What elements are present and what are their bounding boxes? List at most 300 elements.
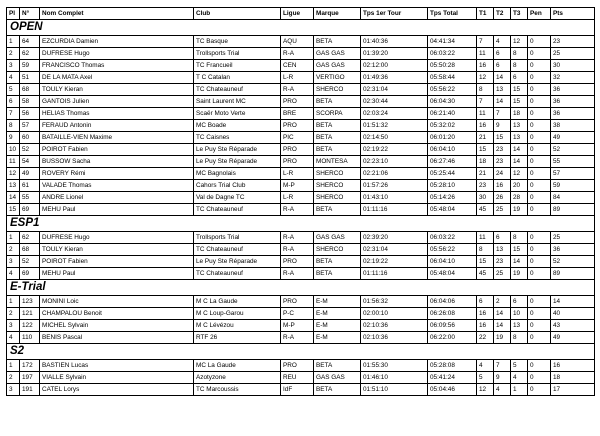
cell-marque: E-M xyxy=(314,296,361,308)
cell-ligue: AQU xyxy=(281,36,314,48)
cell-t1: 21 xyxy=(477,168,494,180)
cell-marque: E-M xyxy=(314,308,361,320)
cell-pl: 15 xyxy=(7,204,20,216)
cell-t1: 7 xyxy=(477,36,494,48)
cell-total-time: 06:03:22 xyxy=(428,232,477,244)
cell-club: T C Catalan xyxy=(194,72,281,84)
cell-name: MEHU Paul xyxy=(40,268,194,280)
cell-marque: BETA xyxy=(314,268,361,280)
cell-t1: 12 xyxy=(477,72,494,84)
cell-first-lap-time: 01:51:10 xyxy=(361,384,428,396)
results-table xyxy=(6,7,595,396)
cell-pts: 59 xyxy=(551,180,595,192)
header-ligue: Ligue xyxy=(281,8,314,20)
cell-marque: GAS GAS xyxy=(314,372,361,384)
cell-pl: 11 xyxy=(7,156,20,168)
cell-pl: 2 xyxy=(7,308,20,320)
cell-number: 55 xyxy=(20,192,40,204)
cell-total-time: 05:58:44 xyxy=(428,72,477,84)
cell-marque: BETA xyxy=(314,204,361,216)
cell-number: 64 xyxy=(20,36,40,48)
table-row xyxy=(7,84,595,96)
cell-pen: 0 xyxy=(528,232,551,244)
cell-number: 60 xyxy=(20,132,40,144)
cell-ligue: R-A xyxy=(281,48,314,60)
cell-pen: 0 xyxy=(528,108,551,120)
table-row xyxy=(7,268,595,280)
section-title: OPEN xyxy=(7,20,595,36)
cell-total-time: 05:32:02 xyxy=(428,120,477,132)
cell-pen: 0 xyxy=(528,96,551,108)
cell-number: 52 xyxy=(20,256,40,268)
cell-club: TC Chateauneuf xyxy=(194,244,281,256)
cell-first-lap-time: 02:31:04 xyxy=(361,244,428,256)
cell-t2: 13 xyxy=(494,244,511,256)
cell-ligue: R-A xyxy=(281,244,314,256)
cell-first-lap-time: 02:10:36 xyxy=(361,332,428,344)
cell-pl: 4 xyxy=(7,72,20,84)
cell-name: VALADE Thomas xyxy=(40,180,194,192)
header-pl: Pl xyxy=(7,8,20,20)
cell-pl: 2 xyxy=(7,244,20,256)
cell-marque: E-M xyxy=(314,332,361,344)
cell-t1: 22 xyxy=(477,332,494,344)
cell-number: 62 xyxy=(20,48,40,60)
table-row xyxy=(7,308,595,320)
cell-club: Val de Dagne TC xyxy=(194,192,281,204)
cell-t1: 8 xyxy=(477,244,494,256)
cell-first-lap-time: 01:55:30 xyxy=(361,360,428,372)
cell-t2: 14 xyxy=(494,96,511,108)
cell-name: GANTOIS Julien xyxy=(40,96,194,108)
cell-marque: BETA xyxy=(314,384,361,396)
cell-marque: BETA xyxy=(314,144,361,156)
cell-t3: 4 xyxy=(511,372,528,384)
cell-pl: 2 xyxy=(7,48,20,60)
cell-t2: 4 xyxy=(494,384,511,396)
cell-total-time: 06:04:06 xyxy=(428,296,477,308)
cell-t2: 26 xyxy=(494,192,511,204)
header-pen: Pen xyxy=(528,8,551,20)
cell-pen: 0 xyxy=(528,384,551,396)
cell-pl: 2 xyxy=(7,372,20,384)
cell-name: FRANCISCO Thomas xyxy=(40,60,194,72)
cell-pen: 0 xyxy=(528,120,551,132)
cell-pts: 38 xyxy=(551,120,595,132)
cell-pts: 30 xyxy=(551,60,595,72)
cell-number: 61 xyxy=(20,180,40,192)
cell-first-lap-time: 02:21:06 xyxy=(361,168,428,180)
cell-ligue: IdF xyxy=(281,384,314,396)
cell-pl: 9 xyxy=(7,132,20,144)
cell-first-lap-time: 02:30:44 xyxy=(361,96,428,108)
cell-pen: 0 xyxy=(528,36,551,48)
cell-t3: 12 xyxy=(511,36,528,48)
cell-pen: 0 xyxy=(528,268,551,280)
cell-total-time: 05:41:24 xyxy=(428,372,477,384)
cell-club: MC La Gaude xyxy=(194,360,281,372)
cell-first-lap-time: 01:51:32 xyxy=(361,120,428,132)
cell-pts: 52 xyxy=(551,256,595,268)
table-row xyxy=(7,204,595,216)
cell-t3: 15 xyxy=(511,96,528,108)
table-row xyxy=(7,120,595,132)
table-row xyxy=(7,256,595,268)
cell-number: 49 xyxy=(20,168,40,180)
cell-club: Saint Laurent MC xyxy=(194,96,281,108)
cell-number: 56 xyxy=(20,108,40,120)
cell-total-time: 06:26:08 xyxy=(428,308,477,320)
cell-club: Trollsports Trial xyxy=(194,48,281,60)
cell-t2: 6 xyxy=(494,232,511,244)
cell-pts: 49 xyxy=(551,132,595,144)
cell-name: BUSSOW Sacha xyxy=(40,156,194,168)
cell-name: DUFRESE Hugo xyxy=(40,232,194,244)
cell-t3: 13 xyxy=(511,120,528,132)
cell-t3: 8 xyxy=(511,332,528,344)
cell-marque: BETA xyxy=(314,256,361,268)
cell-pts: 17 xyxy=(551,384,595,396)
cell-pts: 25 xyxy=(551,232,595,244)
cell-club: Cahors Trial Club xyxy=(194,180,281,192)
cell-pts: 36 xyxy=(551,244,595,256)
cell-t2: 25 xyxy=(494,204,511,216)
cell-t3: 15 xyxy=(511,244,528,256)
cell-number: 122 xyxy=(20,320,40,332)
cell-first-lap-time: 01:46:10 xyxy=(361,372,428,384)
cell-name: TOULY Kieran xyxy=(40,244,194,256)
cell-marque: BETA xyxy=(314,36,361,48)
cell-total-time: 05:25:44 xyxy=(428,168,477,180)
cell-t3: 8 xyxy=(511,48,528,60)
header-number: N° xyxy=(20,8,40,20)
cell-pl: 10 xyxy=(7,144,20,156)
table-row xyxy=(7,232,595,244)
cell-ligue: R-A xyxy=(281,232,314,244)
cell-t2: 4 xyxy=(494,36,511,48)
cell-t3: 6 xyxy=(511,72,528,84)
table-row xyxy=(7,72,595,84)
cell-pts: 89 xyxy=(551,268,595,280)
table-row xyxy=(7,192,595,204)
cell-marque: SHERCO xyxy=(314,244,361,256)
cell-pen: 0 xyxy=(528,308,551,320)
cell-name: ROVERY Rémi xyxy=(40,168,194,180)
cell-pen: 0 xyxy=(528,320,551,332)
cell-total-time: 06:21:40 xyxy=(428,108,477,120)
cell-t1: 11 xyxy=(477,232,494,244)
cell-ligue: PRO xyxy=(281,256,314,268)
cell-ligue: L-R xyxy=(281,168,314,180)
cell-number: 123 xyxy=(20,296,40,308)
cell-t2: 7 xyxy=(494,360,511,372)
table-row xyxy=(7,48,595,60)
cell-t1: 11 xyxy=(477,108,494,120)
header-total-time: Tps Total xyxy=(428,8,477,20)
cell-t2: 6 xyxy=(494,48,511,60)
cell-t2: 9 xyxy=(494,372,511,384)
cell-ligue: PRO xyxy=(281,156,314,168)
cell-first-lap-time: 02:12:00 xyxy=(361,60,428,72)
cell-t1: 4 xyxy=(477,360,494,372)
cell-total-time: 06:22:00 xyxy=(428,332,477,344)
section-title: ESP1 xyxy=(7,216,595,232)
table-row xyxy=(7,132,595,144)
cell-ligue: M-P xyxy=(281,320,314,332)
cell-marque: SCORPA xyxy=(314,108,361,120)
table-row xyxy=(7,36,595,48)
cell-marque: SHERCO xyxy=(314,84,361,96)
section-header-row xyxy=(7,216,595,232)
cell-t3: 5 xyxy=(511,360,528,372)
cell-pen: 0 xyxy=(528,192,551,204)
cell-marque: GAS GAS xyxy=(314,232,361,244)
table-row xyxy=(7,108,595,120)
cell-first-lap-time: 02:19:22 xyxy=(361,144,428,156)
table-row xyxy=(7,372,595,384)
cell-pts: 84 xyxy=(551,192,595,204)
cell-number: 69 xyxy=(20,204,40,216)
cell-t1: 15 xyxy=(477,256,494,268)
cell-t2: 23 xyxy=(494,144,511,156)
header-t2: T2 xyxy=(494,8,511,20)
cell-t1: 16 xyxy=(477,308,494,320)
cell-club: M C La Gaude xyxy=(194,296,281,308)
cell-t2: 13 xyxy=(494,84,511,96)
cell-number: 54 xyxy=(20,156,40,168)
table-row xyxy=(7,96,595,108)
cell-t3: 10 xyxy=(511,308,528,320)
cell-t3: 15 xyxy=(511,84,528,96)
cell-club: TC Chateauneuf xyxy=(194,84,281,96)
cell-ligue: M-P xyxy=(281,180,314,192)
cell-pen: 0 xyxy=(528,180,551,192)
results-body xyxy=(7,20,595,396)
cell-t1: 12 xyxy=(477,384,494,396)
cell-t1: 11 xyxy=(477,48,494,60)
cell-first-lap-time: 01:56:32 xyxy=(361,296,428,308)
cell-pts: 40 xyxy=(551,308,595,320)
cell-pen: 0 xyxy=(528,372,551,384)
table-row xyxy=(7,168,595,180)
cell-club: Trollsports Trial xyxy=(194,232,281,244)
cell-name: BATAILLE-VIEN Maxime xyxy=(40,132,194,144)
cell-pts: 52 xyxy=(551,144,595,156)
header-pts: Pts xyxy=(551,8,595,20)
cell-club: MC Bagnolais xyxy=(194,168,281,180)
cell-first-lap-time: 02:00:10 xyxy=(361,308,428,320)
cell-t3: 18 xyxy=(511,108,528,120)
cell-name: DE LA MATA Axel xyxy=(40,72,194,84)
cell-total-time: 05:48:04 xyxy=(428,268,477,280)
cell-first-lap-time: 01:49:36 xyxy=(361,72,428,84)
header-t3: T3 xyxy=(511,8,528,20)
cell-pts: 23 xyxy=(551,36,595,48)
cell-t3: 19 xyxy=(511,204,528,216)
cell-pl: 5 xyxy=(7,84,20,96)
cell-pts: 57 xyxy=(551,168,595,180)
cell-first-lap-time: 01:11:16 xyxy=(361,204,428,216)
cell-number: 52 xyxy=(20,144,40,156)
cell-name: BASTIEN Lucas xyxy=(40,360,194,372)
cell-pl: 1 xyxy=(7,36,20,48)
cell-total-time: 05:28:10 xyxy=(428,180,477,192)
cell-first-lap-time: 02:03:24 xyxy=(361,108,428,120)
cell-first-lap-time: 01:39:20 xyxy=(361,48,428,60)
cell-t2: 19 xyxy=(494,332,511,344)
cell-ligue: PRO xyxy=(281,296,314,308)
cell-marque: VERTIGO xyxy=(314,72,361,84)
cell-t2: 6 xyxy=(494,60,511,72)
cell-ligue: L-R xyxy=(281,72,314,84)
cell-t3: 1 xyxy=(511,384,528,396)
cell-ligue: PIC xyxy=(281,132,314,144)
cell-marque: BETA xyxy=(314,360,361,372)
cell-pts: 16 xyxy=(551,360,595,372)
cell-pl: 13 xyxy=(7,180,20,192)
cell-number: 191 xyxy=(20,384,40,396)
cell-total-time: 06:03:22 xyxy=(428,48,477,60)
cell-pts: 36 xyxy=(551,84,595,96)
cell-pen: 0 xyxy=(528,296,551,308)
table-row xyxy=(7,180,595,192)
cell-pen: 0 xyxy=(528,256,551,268)
cell-pts: 32 xyxy=(551,72,595,84)
section-header-row xyxy=(7,344,595,360)
cell-name: MICHEL Sylvain xyxy=(40,320,194,332)
cell-pts: 14 xyxy=(551,296,595,308)
cell-pts: 25 xyxy=(551,48,595,60)
cell-club: TC Marcoussis xyxy=(194,384,281,396)
cell-number: 62 xyxy=(20,232,40,244)
cell-total-time: 05:50:28 xyxy=(428,60,477,72)
cell-first-lap-time: 01:43:10 xyxy=(361,192,428,204)
table-row xyxy=(7,360,595,372)
cell-t2: 7 xyxy=(494,108,511,120)
cell-marque: SHERCO xyxy=(314,180,361,192)
cell-pts: 18 xyxy=(551,372,595,384)
cell-number: 121 xyxy=(20,308,40,320)
cell-marque: BETA xyxy=(314,120,361,132)
cell-ligue: REU xyxy=(281,372,314,384)
header-row xyxy=(7,8,595,20)
section-title: E-Trial xyxy=(7,280,595,296)
cell-pl: 3 xyxy=(7,320,20,332)
cell-pl: 1 xyxy=(7,296,20,308)
cell-t2: 14 xyxy=(494,308,511,320)
cell-t2: 16 xyxy=(494,180,511,192)
cell-ligue: R-A xyxy=(281,268,314,280)
cell-total-time: 05:04:46 xyxy=(428,384,477,396)
cell-pen: 0 xyxy=(528,244,551,256)
cell-name: MEHU Paul xyxy=(40,204,194,216)
cell-ligue: R-A xyxy=(281,204,314,216)
cell-pen: 0 xyxy=(528,60,551,72)
table-row xyxy=(7,156,595,168)
cell-t2: 14 xyxy=(494,72,511,84)
cell-pl: 3 xyxy=(7,60,20,72)
cell-total-time: 05:14:26 xyxy=(428,192,477,204)
cell-number: 57 xyxy=(20,120,40,132)
cell-t3: 8 xyxy=(511,60,528,72)
cell-ligue: PRO xyxy=(281,144,314,156)
cell-name: BENIS Pascal xyxy=(40,332,194,344)
cell-marque: E-M xyxy=(314,320,361,332)
cell-name: HELIAS Thomas xyxy=(40,108,194,120)
cell-pl: 3 xyxy=(7,256,20,268)
cell-marque: GAS GAS xyxy=(314,60,361,72)
cell-pen: 0 xyxy=(528,156,551,168)
cell-number: 69 xyxy=(20,268,40,280)
cell-number: 51 xyxy=(20,72,40,84)
cell-name: VIALLE Sylvain xyxy=(40,372,194,384)
cell-total-time: 05:56:22 xyxy=(428,84,477,96)
cell-t3: 8 xyxy=(511,232,528,244)
cell-t1: 30 xyxy=(477,192,494,204)
cell-pen: 0 xyxy=(528,360,551,372)
cell-pts: 43 xyxy=(551,320,595,332)
cell-t1: 6 xyxy=(477,296,494,308)
cell-first-lap-time: 01:40:36 xyxy=(361,36,428,48)
cell-t1: 16 xyxy=(477,120,494,132)
cell-club: TC Chateauneuf xyxy=(194,268,281,280)
cell-total-time: 04:41:34 xyxy=(428,36,477,48)
cell-pl: 6 xyxy=(7,96,20,108)
cell-t3: 14 xyxy=(511,156,528,168)
cell-t1: 5 xyxy=(477,372,494,384)
cell-t2: 15 xyxy=(494,132,511,144)
cell-marque: GAS GAS xyxy=(314,48,361,60)
cell-t3: 28 xyxy=(511,192,528,204)
cell-t2: 23 xyxy=(494,156,511,168)
cell-t1: 15 xyxy=(477,144,494,156)
cell-pl: 1 xyxy=(7,360,20,372)
cell-pen: 0 xyxy=(528,332,551,344)
cell-pl: 12 xyxy=(7,168,20,180)
cell-pen: 0 xyxy=(528,72,551,84)
cell-club: Scaër Moto Verte xyxy=(194,108,281,120)
cell-t1: 23 xyxy=(477,180,494,192)
cell-club: Le Puy Ste Réparade xyxy=(194,156,281,168)
table-row xyxy=(7,144,595,156)
table-row xyxy=(7,332,595,344)
cell-t2: 24 xyxy=(494,168,511,180)
cell-t1: 18 xyxy=(477,156,494,168)
cell-total-time: 06:01:20 xyxy=(428,132,477,144)
cell-t3: 12 xyxy=(511,168,528,180)
cell-t2: 9 xyxy=(494,120,511,132)
cell-ligue: L-R xyxy=(281,192,314,204)
cell-total-time: 06:04:10 xyxy=(428,256,477,268)
cell-total-time: 06:04:30 xyxy=(428,96,477,108)
cell-club: TC Basque xyxy=(194,36,281,48)
cell-t2: 23 xyxy=(494,256,511,268)
cell-first-lap-time: 01:11:16 xyxy=(361,268,428,280)
cell-ligue: PRO xyxy=(281,360,314,372)
cell-pl: 4 xyxy=(7,332,20,344)
table-row xyxy=(7,296,595,308)
cell-pen: 0 xyxy=(528,204,551,216)
cell-marque: MONTESA xyxy=(314,156,361,168)
cell-total-time: 05:56:22 xyxy=(428,244,477,256)
cell-marque: BETA xyxy=(314,96,361,108)
cell-marque: BETA xyxy=(314,132,361,144)
section-header-row xyxy=(7,280,595,296)
table-row xyxy=(7,60,595,72)
cell-name: TOULY Kieran xyxy=(40,84,194,96)
cell-number: 68 xyxy=(20,244,40,256)
cell-pts: 55 xyxy=(551,156,595,168)
